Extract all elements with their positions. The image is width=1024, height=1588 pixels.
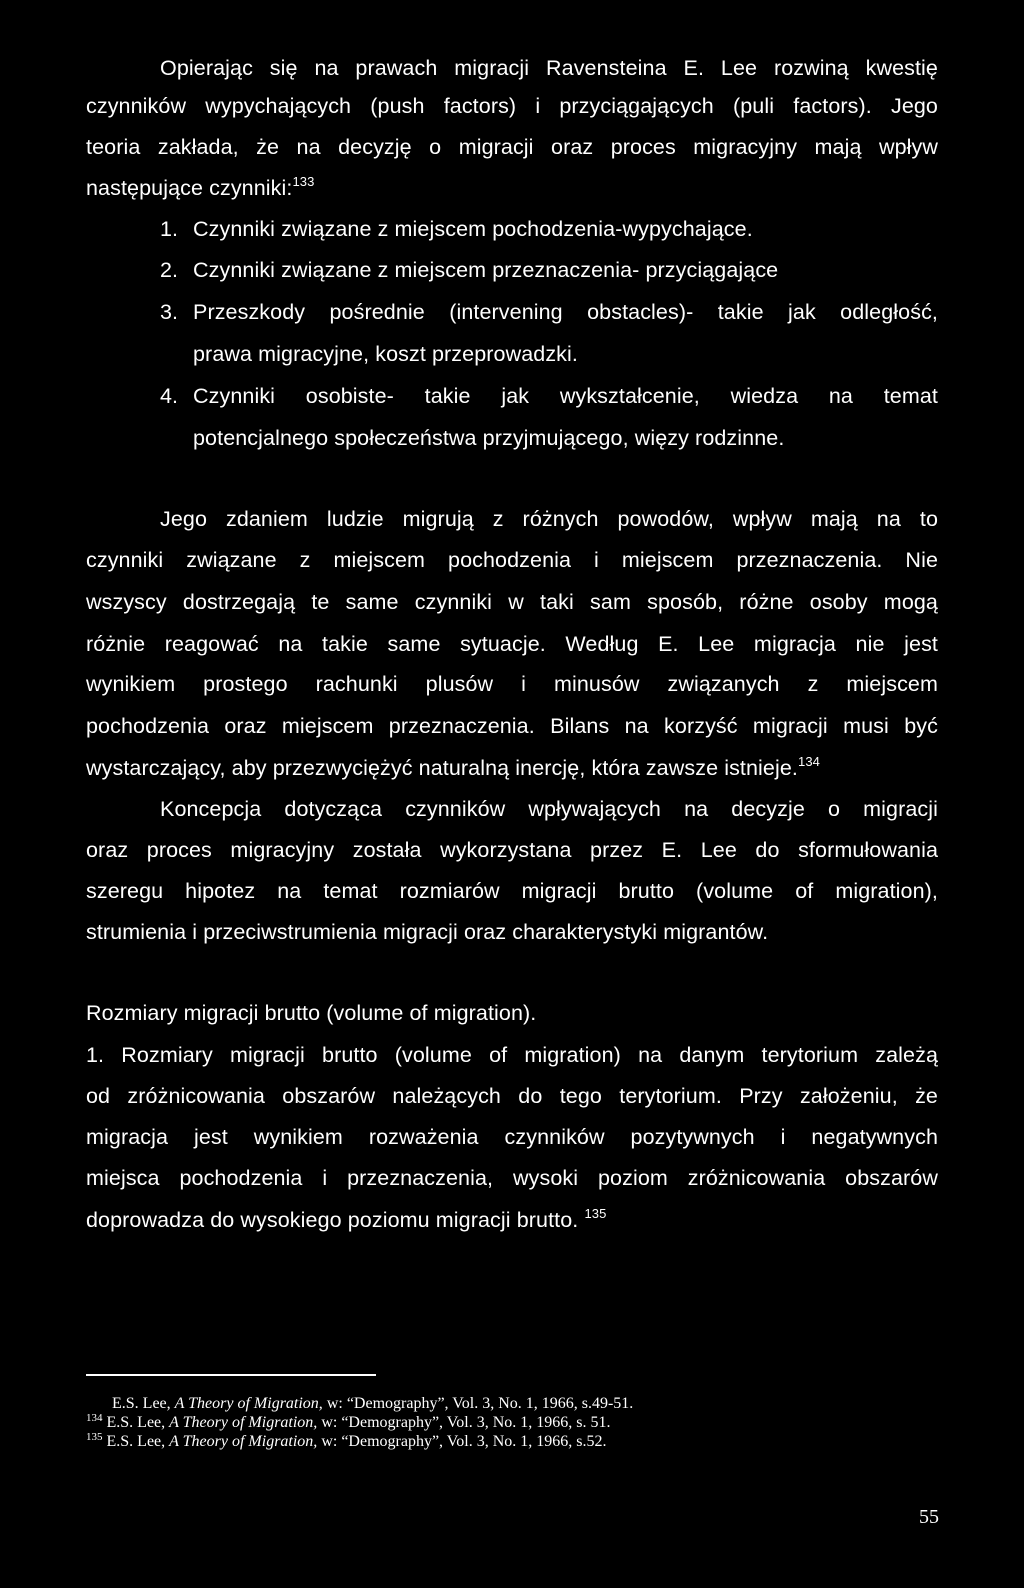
- p2-line-2: czynniki związane z miejscem pochodzenia i miejscem przeznaczenia. Nie: [86, 548, 938, 572]
- p3-line-1: Koncepcja dotycząca czynników wpływających na decyzje o migracji: [160, 797, 938, 821]
- p3-line-3: szeregu hipotez na temat rozmiarów migracji brutto (volume of migration),: [86, 879, 938, 903]
- list-item-3-number: 3.: [160, 300, 179, 324]
- footnote-133: [86, 1394, 633, 1414]
- footnote-title: A Theory of Migration,: [169, 1414, 318, 1431]
- list-item-4-number: 4.: [160, 384, 179, 408]
- p1-line-1: Opierając się na prawach migracji Ravensteina E. Lee rozwiną kwestię: [160, 56, 938, 80]
- footnote-number: 135: [86, 1431, 103, 1443]
- footnote-rest: w: “Demography”, Vol. 3, No. 1, 1966, s. 51.: [321, 1414, 611, 1431]
- footnote-author: E.S. Lee,: [112, 1395, 171, 1412]
- p2-line-7-text: wystarczający, aby przezwyciężyć naturalną inercję, która zawsze istnieje.: [86, 756, 798, 780]
- section-heading: Rozmiary migracji brutto (volume of migration).: [86, 1001, 537, 1025]
- footnote-ref-133: 133: [292, 174, 315, 189]
- list-item-4-text-b: potencjalnego społeczeństwa przyjmującego, więzy rodzinne.: [193, 426, 785, 450]
- p4-line-5-text: doprowadza do wysokiego poziomu migracji brutto.: [86, 1208, 579, 1232]
- p3-line-2: oraz proces migracyjny została wykorzystana przez E. Lee do sformułowania: [86, 838, 938, 862]
- footnote-135: [86, 1432, 606, 1452]
- p3-line-4: strumienia i przeciwstrumienia migracji oraz charakterystyki migrantów.: [86, 920, 769, 944]
- p2-line-3: wszyscy dostrzegają te same czynniki w taki sam sposób, różne osoby mogą: [86, 590, 938, 614]
- list-item-3-text-b: prawa migracyjne, koszt przeprowadzki.: [193, 342, 578, 366]
- footnote-title: A Theory of Migration,: [169, 1433, 318, 1450]
- footnote-rest: w: “Demography”, Vol. 3, No. 1, 1966, s.52.: [321, 1433, 607, 1450]
- p4-line-4: miejsca pochodzenia i przeznaczenia, wysoki poziom zróżnicowania obszarów: [86, 1166, 938, 1190]
- p4-line-2: od zróżnicowania obszarów należących do tego terytorium. Przy założeniu, że: [86, 1084, 938, 1108]
- footnote-author: E.S. Lee,: [106, 1433, 166, 1450]
- footnote-separator: [86, 1374, 376, 1376]
- p1-line-3: teoria zakłada, że na decyzję o migracji oraz proces migracyjny mają wpływ: [86, 135, 938, 159]
- footnote-title: A Theory of Migration,: [174, 1395, 323, 1412]
- p2-line-5: wynikiem prostego rachunki plusów i minusów związanych z miejscem: [86, 672, 938, 696]
- p1-line-2: czynników wypychających (push factors) i przyciągających (puli factors). Jego: [86, 94, 938, 118]
- footnote-ref-134: 134: [798, 754, 820, 769]
- p4-line-5: [86, 1206, 606, 1234]
- p4-line-3: migracja jest wynikiem rozważenia czynników pozytywnych i negatywnych: [86, 1125, 938, 1149]
- list-item-4-text-a: Czynniki osobiste- takie jak wykształcenie, wiedza na temat: [193, 384, 938, 408]
- p2-line-1: Jego zdaniem ludzie migrują z różnych powodów, wpływ mają na to: [160, 507, 938, 531]
- p4-line-1: 1. Rozmiary migracji brutto (volume of migration) na danym terytorium zależą: [86, 1043, 938, 1067]
- footnote-number: 134: [86, 1412, 103, 1424]
- list-item-1-text: Czynniki związane z miejscem pochodzenia-wypychające.: [193, 217, 753, 241]
- page-number: 55: [919, 1506, 939, 1528]
- footnote-ref-135: 135: [584, 1206, 607, 1221]
- footnote-rest: w: “Demography”, Vol. 3, No. 1, 1966, s.49-51.: [326, 1395, 634, 1412]
- p1-line-4-text: następujące czynniki:: [86, 176, 293, 200]
- p1-line-4: [86, 174, 314, 202]
- list-item-3-text-a: Przeszkody pośrednie (intervening obstacles)- takie jak odległość,: [193, 300, 938, 324]
- footnote-author: E.S. Lee,: [106, 1414, 166, 1431]
- list-item-1-number: 1.: [160, 217, 179, 241]
- list-item-2-number: 2.: [160, 258, 179, 282]
- p2-line-7: [86, 754, 820, 782]
- p2-line-4: różnie reagować na takie same sytuacje. Według E. Lee migracja nie jest: [86, 632, 938, 656]
- list-item-2-text: Czynniki związane z miejscem przeznaczenia- przyciągające: [193, 258, 779, 282]
- footnote-134: [86, 1413, 610, 1433]
- p2-line-6: pochodzenia oraz miejscem przeznaczenia. Bilans na korzyść migracji musi być: [86, 714, 938, 738]
